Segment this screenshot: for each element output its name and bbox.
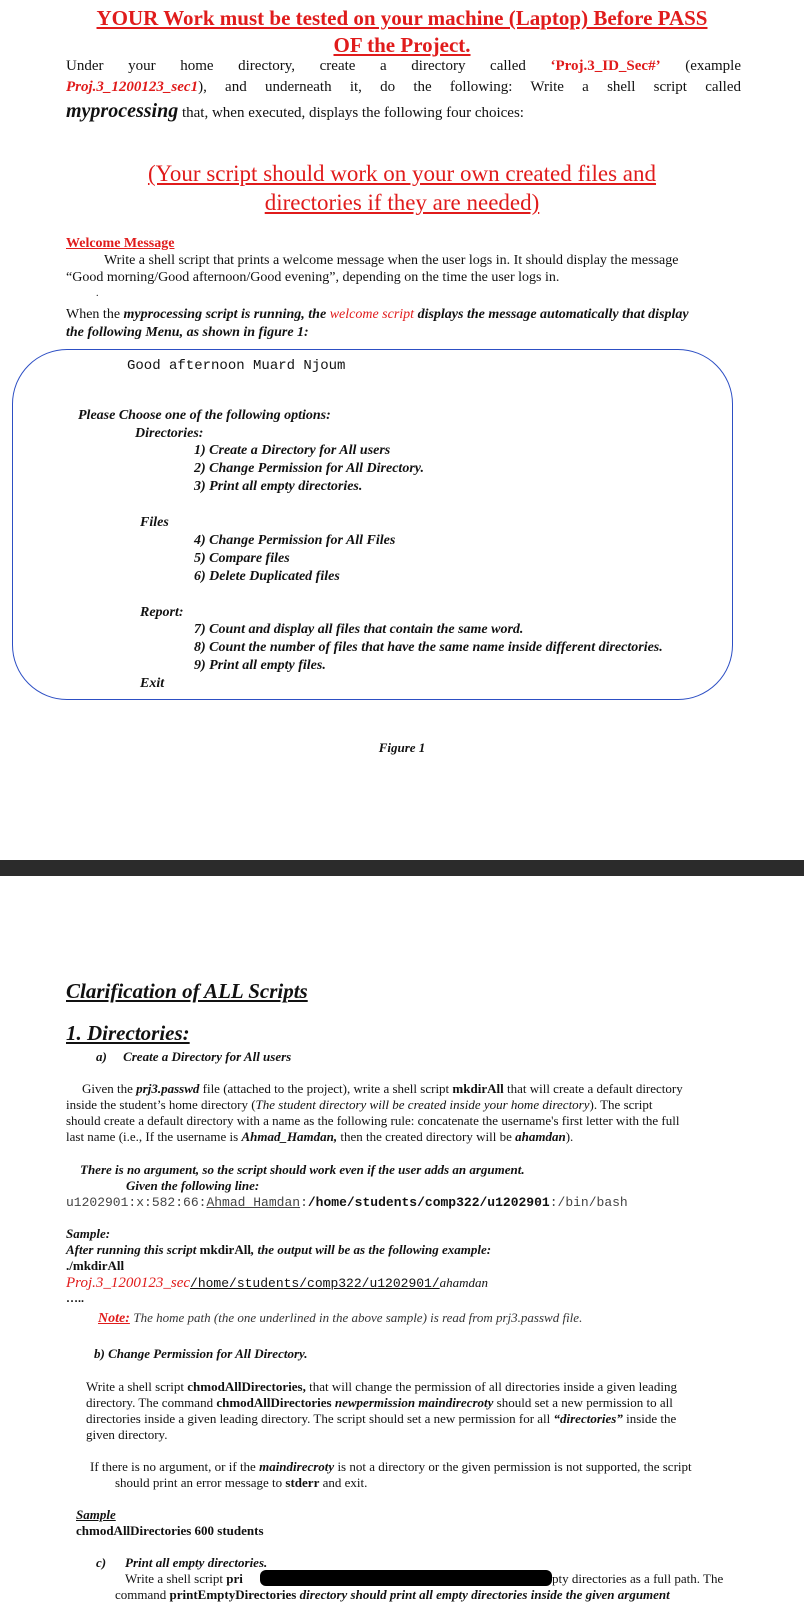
after-running-line: After running this script mkdirAll, the output will be as the following example:: [66, 1242, 492, 1257]
intro-line-1: Under your home directory, create a directory called ‘Proj.3_ID_Sec#’ (example: [66, 58, 742, 74]
note-line: Note: The home path (the one underlined in the above sample) is read from prj3.passwd file.: [98, 1310, 583, 1326]
menu-item-9: 9) Print all empty files.: [194, 658, 326, 673]
no-argument-note: There is no argument, so the script should work even if the user adds an argument.: [80, 1162, 525, 1177]
sub-c-heading: Print all empty directories.: [125, 1555, 268, 1570]
page-divider: [0, 860, 804, 876]
menu-exit: Exit: [140, 676, 165, 691]
welcome-line-1: Write a shell script that prints a welcome message when the user logs in. It should display the message: [104, 253, 679, 268]
error-line-1: If there is no argument, or if the maindirecroty is not a directory or the given permission is not supported, the script: [90, 1459, 692, 1474]
sub-c-label: c): [96, 1555, 107, 1570]
para-a-line-4: last name (i.e., If the username is Ahmad_Hamdan, then the created directory will be ahamdan).: [66, 1129, 574, 1144]
clarification-heading: Clarification of ALL Scripts: [66, 979, 308, 1003]
figure-caption: Figure 1: [378, 740, 426, 755]
page-title-line1: YOUR Work must be tested on your machine (Laptop) Before PASS: [96, 6, 708, 30]
para-b-line-2: directory. The command chmodAllDirectories newpermission maindirecroty should set a new permission to all: [86, 1395, 673, 1410]
sub-a-heading: a) Create a Directory for All users: [96, 1049, 292, 1064]
para-b-line-4: given directory.: [86, 1427, 168, 1442]
menu-item-2: 2) Change Permission for All Directory.: [194, 461, 424, 476]
menu-item-1: 1) Create a Directory for All users: [194, 443, 391, 458]
menu-item-7: 7) Count and display all files that contain the same word.: [194, 622, 524, 637]
para-c-line-1a: Write a shell script pri: [125, 1571, 243, 1586]
sample-label: Sample:: [66, 1226, 111, 1241]
run-line-2: the following Menu, as shown in figure 1:: [66, 325, 309, 340]
welcome-heading: Welcome Message: [66, 236, 175, 251]
run-line-1: When the myprocessing script is running, the welcome script displays the message automatically that display: [66, 307, 689, 322]
sample2-command: chmodAllDirectories 600 students: [76, 1523, 264, 1538]
intro-line-3: myprocessing that, when executed, displays the following four choices:: [66, 100, 524, 122]
notice-line2: directories if they are needed): [264, 190, 540, 215]
sample2-label: Sample: [76, 1507, 116, 1522]
error-line-2: should print an error message to stderr and exit.: [115, 1475, 368, 1490]
para-b-line-1: Write a shell script chmodAllDirectories, that will change the permission of all directories inside a given leading: [86, 1379, 677, 1394]
intro-line-2: Proj.3_1200123_sec1), and underneath it, do the following: Write a shell script called: [66, 79, 741, 95]
menu-item-8: 8) Count the number of files that have the same name inside different directories.: [194, 640, 663, 655]
output-sample: Proj.3_1200123_sec/home/students/comp322/u1202901/ahamdan: [66, 1275, 489, 1291]
para-c-line-1b: pty directories as a full path. The: [552, 1571, 724, 1586]
para-c-line-2: command printEmptyDirectories directory should print all empty directories inside the given argument: [115, 1587, 670, 1602]
passwd-sample-line: u1202901:x:582:66:Ahmad_Hamdan:/home/students/comp322/u1202901:/bin/bash: [66, 1195, 628, 1210]
para-a-line-2: inside the student’s home directory (The student directory will be created inside your home directory). The script: [66, 1097, 653, 1112]
greeting-text: Good afternoon Muard Njoum: [127, 358, 346, 374]
menu-item-5: 5) Compare files: [194, 551, 290, 566]
sub-b-heading: b) Change Permission for All Directory.: [94, 1346, 308, 1361]
given-line-label: Given the following line:: [126, 1178, 260, 1193]
stray-dot: .: [96, 288, 99, 299]
notice-line1: (Your script should work on your own created files and: [147, 161, 657, 186]
menu-report-heading: Report:: [140, 605, 184, 620]
welcome-line-2: “Good morning/Good afternoon/Good evening”, depending on the time the user logs in.: [66, 270, 560, 285]
menu-files-heading: Files: [140, 515, 169, 530]
menu-prompt: Please Choose one of the following options:: [78, 408, 331, 423]
para-b-line-3: directories inside a given leading directory. The script should set a new permission for all “directories” inside the: [86, 1411, 677, 1426]
para-a-line-1: Given the prj3.passwd file (attached to the project), write a shell script mkdirAll that will create a default directory: [82, 1081, 683, 1096]
page-title-line2: OF the Project.: [333, 33, 471, 57]
section-directories-heading: 1. Directories:: [66, 1021, 190, 1045]
menu-item-4: 4) Change Permission for All Files: [194, 533, 396, 548]
redaction-bar: [260, 1570, 552, 1586]
menu-item-3: 3) Print all empty directories.: [194, 479, 363, 494]
menu-item-6: 6) Delete Duplicated files: [194, 569, 340, 584]
ellipsis: …..: [66, 1291, 84, 1305]
menu-directories-heading: Directories:: [135, 426, 204, 441]
para-a-line-3: should create a default directory with a name as the following rule: concatenate the username's first letter with the full: [66, 1113, 680, 1128]
run-command: ./mkdirAll: [66, 1258, 125, 1273]
